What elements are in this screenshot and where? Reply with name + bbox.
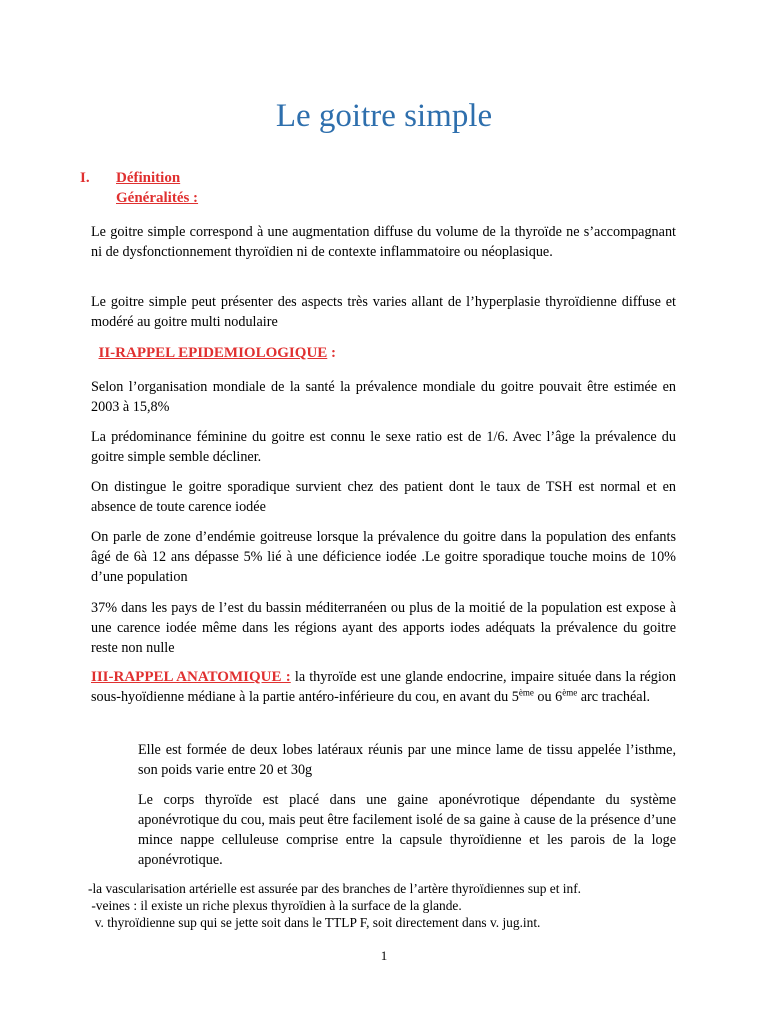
generalites-heading: Généralités : — [116, 190, 199, 206]
paragraph-epidemiology-4: On parle de zone d’endémie goitreuse lorsque la prévalence du goitre dans la population des enfants âgé de 6à 12 ans dépasse 5% lié à une déficience iodée .Le goitre sporadique touche moins de 10% d’une population — [91, 529, 676, 585]
paragraph-anatomy-lobes: Elle est formée de deux lobes latéraux réunis par une mince lame de tissu appelée l’isthme, son poids varie entre 20 et 30g — [138, 742, 676, 778]
anatomy-text-c: arc trachéal. — [577, 689, 651, 705]
paragraph-epidemiology-5: 37% dans les pays de l’est du bassin méditerranéen ou plus de la moitié de la population est expose à une carence iodée même dans les régions ayant des apports iodes adéquats la prévalence du goitre reste non nulle — [91, 600, 676, 656]
vascular-line-3: v. thyroïdienne sup qui se jette soit dans le TTLP F, soit directement dans v. jug.int. — [88, 915, 541, 930]
section-number: I. — [80, 170, 90, 186]
superscript-6eme: ème — [562, 687, 578, 698]
epidemiology-heading-colon: : — [327, 345, 337, 361]
section-epidemiology-heading — [91, 345, 336, 362]
page-number: 1 — [380, 948, 388, 963]
superscript-5eme: ème — [518, 687, 534, 698]
anatomy-text-b: ou 6 — [533, 689, 563, 705]
paragraph-epidemiology-2: La prédominance féminine du goitre est connu le sexe ratio est de 1/6. Avec l’âge la prévalence du goitre simple semble décliner. — [91, 429, 676, 465]
definition-heading: Définition — [116, 170, 181, 186]
paragraph-epidemiology-3: On distingue le goitre sporadique survient chez des patient dont le taux de TSH est normal et en absence de toute carence iodée — [91, 479, 676, 515]
anatomy-heading: III-RAPPEL ANATOMIQUE : — [91, 669, 291, 685]
paragraph-definition-1: Le goitre simple correspond à une augmentation diffuse du volume de la thyroïde ne s’accompagnant ni de dysfonctionnement thyroïdien ni de contexte inflammatoire ou néoplasique. — [91, 224, 676, 260]
vascular-line-2: -veines : il existe un riche plexus thyroïdien à la surface de la glande. — [88, 898, 462, 913]
document-title: Le goitre simple — [275, 98, 493, 134]
paragraph-epidemiology-1: Selon l’organisation mondiale de la santé la prévalence mondiale du goitre pouvait être estimée en 2003 à 15,8% — [91, 379, 676, 415]
anatomy-text-a: la thyroïde est une glande endocrine, impaire située dans la région sous-hyoïdienne médiane à la partie antéro-inférieure du cou, en avant du 5 — [91, 669, 676, 705]
paragraph-definition-2: Le goitre simple peut présenter des aspects très varies allant de l’hyperplasie thyroïdienne diffuse et modéré au goitre multi nodulaire — [91, 294, 676, 330]
paragraph-anatomy-capsule: Le corps thyroïde est placé dans une gaine aponévrotique dépendante du système aponévrotique du cou, mais peut être facilement isolé de sa gaine à cause de la présence d’une mince nappe celluleuse comprise entre la capsule thyroïdienne et les parois de la loge aponévrotique. — [138, 792, 676, 868]
paragraph-anatomy-intro — [91, 667, 676, 707]
vascular-line-1: -la vascularisation artérielle est assurée par des branches de l’artère thyroïdiennes sup et inf. — [88, 881, 582, 896]
epidemiology-heading-text: II-RAPPEL EPIDEMIOLOGIQUE — [98, 345, 328, 361]
section-definition-heading — [80, 168, 198, 208]
